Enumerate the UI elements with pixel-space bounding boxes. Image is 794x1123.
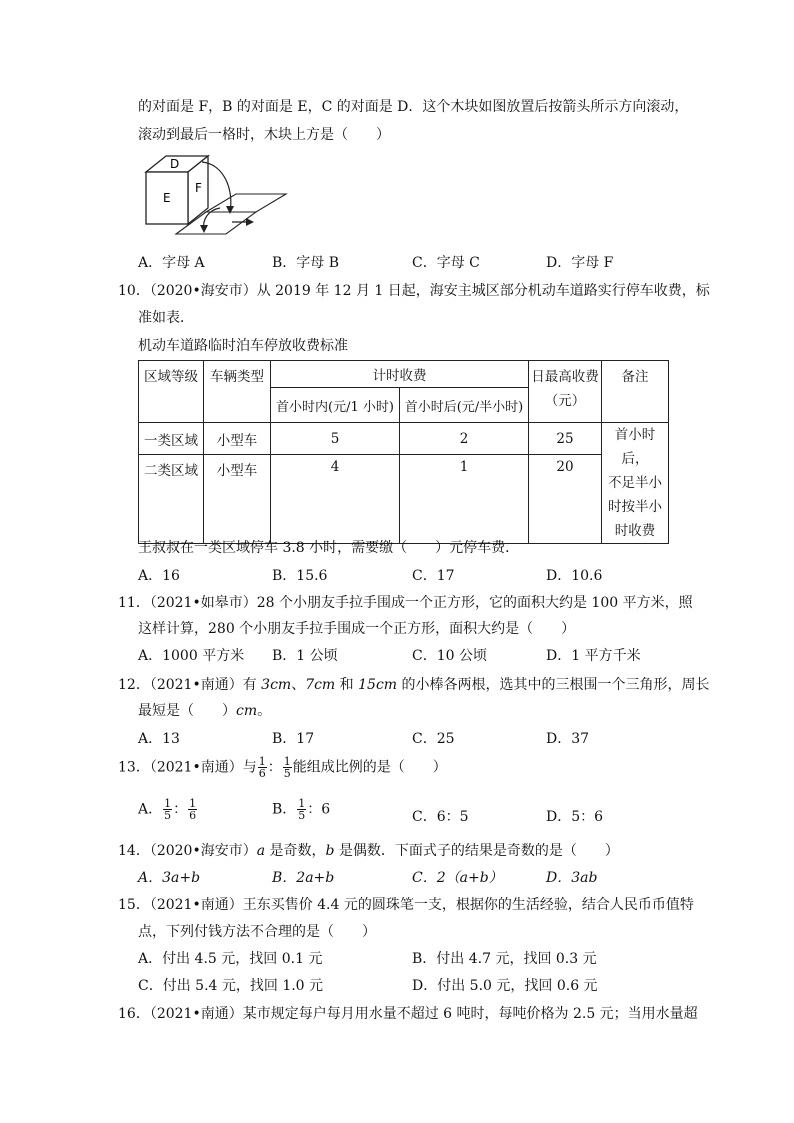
remark-line-2: 不足半小 bbox=[608, 475, 662, 491]
q12-option-a: A．13 bbox=[138, 731, 180, 747]
row1-max: 25 bbox=[529, 423, 602, 455]
q13-colon: ： bbox=[267, 759, 282, 776]
q9-option-c: C．字母 C bbox=[412, 255, 480, 271]
q14-line bbox=[118, 840, 619, 860]
q14-prefix: 14．（2020•海安市） bbox=[118, 843, 257, 859]
row1-zone: 一类区域 bbox=[139, 423, 204, 455]
parking-fee-table bbox=[138, 360, 669, 544]
table-row bbox=[139, 423, 669, 455]
q14-option-d: D．3ab bbox=[546, 870, 598, 886]
q10-table-title: 机动车道路临时泊车停放收费标准 bbox=[138, 338, 348, 354]
header-zone: 区域等级 bbox=[139, 361, 204, 423]
q9-line1: 的对面是 F，B 的对面是 E，C 的对面是 D．这个木块如图放置后按箭头所示方向滚动， bbox=[138, 99, 689, 115]
arrow-head-3 bbox=[246, 218, 254, 226]
q12-option-d: D．37 bbox=[546, 731, 590, 747]
q15-line1: 15．（2021•南通）王东买售价 4.4 元的圆珠笔一支，根据你的生活经验，结合人民币币值特 bbox=[118, 897, 694, 913]
q13-opt-a-num-2: 1 bbox=[189, 797, 197, 810]
row1-vehicle: 小型车 bbox=[204, 423, 271, 455]
q15-option-b: B．付出 4.7 元，找回 0.3 元 bbox=[412, 951, 597, 967]
q15-option-c: C．付出 5.4 元，找回 1.0 元 bbox=[138, 978, 324, 994]
q10-option-d: D．10.6 bbox=[546, 568, 603, 584]
remark-line-1: 首小时后， bbox=[614, 427, 656, 467]
q13-frac-a-num: 1 bbox=[258, 755, 266, 768]
q14-var-a: a bbox=[256, 843, 266, 859]
table-row bbox=[139, 455, 669, 544]
remark-cell bbox=[602, 423, 669, 544]
q13-opt-a-frac-1 bbox=[163, 798, 172, 821]
q12-option-c: C．25 bbox=[412, 731, 455, 747]
q12-length-3: 15cm bbox=[358, 677, 398, 693]
header-vehicle: 车辆类型 bbox=[204, 361, 271, 423]
q12-text-b: 的小棒各两根，选其中的三根围一个三角形，周长 bbox=[397, 677, 710, 693]
q13-fraction-b bbox=[283, 756, 292, 779]
q13-opt-a-label: A． bbox=[138, 801, 163, 818]
q13-frac-a-den: 6 bbox=[258, 767, 266, 780]
row2-first: 4 bbox=[271, 455, 400, 544]
q13-frac-b-num: 1 bbox=[283, 755, 291, 768]
q13-fraction-a bbox=[258, 756, 267, 779]
q9-option-a: A．字母 A bbox=[138, 255, 205, 271]
q10-option-b: B．15.6 bbox=[272, 568, 328, 584]
q12-option-b: B．17 bbox=[272, 731, 315, 747]
q11-option-d: D．1 平方千米 bbox=[546, 648, 641, 664]
header-first-hour: 首小时内(元/1 小时) bbox=[271, 388, 400, 423]
q11-option-a: A．1000 平方米 bbox=[138, 648, 245, 664]
q13-opt-a-num-1: 1 bbox=[164, 797, 172, 810]
q14-option-c: C．2（a+b） bbox=[412, 870, 503, 886]
q14-option-b: B．2a+b bbox=[272, 870, 335, 886]
q12-text-c: 最短是（ ） bbox=[138, 703, 236, 719]
q14-text-2: 是偶数．下面式子的结果是奇数的是（ ） bbox=[334, 843, 619, 859]
q15-option-a: A．付出 4.5 元，找回 0.1 元 bbox=[138, 951, 323, 967]
q14-var-b: b bbox=[325, 843, 335, 859]
row2-vehicle: 小型车 bbox=[204, 455, 271, 544]
header-remark: 备注 bbox=[602, 361, 669, 423]
q13-opt-a-colon: ： bbox=[173, 801, 188, 818]
q14-option-a: A．3a+b bbox=[138, 870, 201, 886]
q11-option-c: C．10 公顷 bbox=[412, 648, 487, 664]
row2-zone: 二类区域 bbox=[139, 455, 204, 544]
q11-option-b: B．1 公顷 bbox=[272, 648, 338, 664]
q12-line1 bbox=[118, 674, 710, 694]
q11-line1: 11．（2021•如皋市）28 个小朋友手拉手围成一个正方形，它的面积大约是 100 平方米，照 bbox=[118, 595, 693, 611]
q13-option-c: C．6：5 bbox=[412, 809, 469, 825]
row1-first: 5 bbox=[271, 423, 400, 455]
q15-line2: 点，下列付钱方法不合理的是（ ） bbox=[138, 924, 376, 940]
rolling-cube-figure bbox=[138, 150, 290, 242]
q13-opt-a-frac-2 bbox=[188, 798, 197, 821]
q14-text-1: 是奇数， bbox=[265, 843, 326, 859]
q13-line bbox=[118, 756, 447, 779]
remark-line-3: 时按半小 bbox=[608, 499, 662, 515]
q13-opt-a-den-1: 5 bbox=[164, 809, 172, 822]
q15-option-d: D．付出 5.0 元，找回 0.6 元 bbox=[412, 978, 598, 994]
remark-line-4: 时收费 bbox=[614, 523, 656, 539]
q13-opt-b-label: B． bbox=[272, 801, 297, 818]
header-daily-max-label: 日最高收费 bbox=[531, 369, 599, 385]
q13-opt-b-den: 5 bbox=[298, 809, 306, 822]
header-daily-max bbox=[529, 361, 602, 423]
header-timed: 计时收费 bbox=[271, 361, 529, 388]
q12-length-1: 3cm bbox=[261, 677, 292, 693]
q13-frac-b-den: 5 bbox=[283, 767, 291, 780]
q13-option-b bbox=[272, 798, 330, 821]
row1-after: 2 bbox=[400, 423, 529, 455]
header-daily-max-unit: （元） bbox=[544, 393, 586, 409]
arrow-head-1 bbox=[226, 206, 234, 214]
header-after-hour: 首小时后(元/半小时) bbox=[400, 388, 529, 423]
q13-suffix: 能组成比例的是（ ） bbox=[292, 759, 447, 776]
q10-line2: 准如表． bbox=[138, 310, 194, 326]
row2-after: 1 bbox=[400, 455, 529, 544]
q13-option-d: D．5：6 bbox=[546, 809, 604, 825]
q12-text-a: 12．（2021•南通）有 bbox=[118, 677, 262, 693]
cube-label-front: E bbox=[163, 191, 171, 205]
q11-line2: 这样计算，280 个小朋友手拉手围成一个正方形，面积大约是（ ） bbox=[138, 621, 576, 637]
q10-option-a: A．16 bbox=[138, 568, 180, 584]
q10-question: 王叔叔在一类区域停车 3.8 小时，需要缴（ ）元停车费． bbox=[138, 540, 520, 556]
q13-prefix: 13．（2021•南通）与 bbox=[118, 759, 257, 776]
q13-opt-b-num: 1 bbox=[298, 797, 306, 810]
q9-line2: 滚动到最后一格时，木块上方是（ ） bbox=[138, 127, 390, 143]
q12-length-2: 7cm bbox=[305, 677, 336, 693]
q12-sep-2: 和 bbox=[335, 677, 359, 693]
q10-line1: 10．（2020•海安市）从 2019 年 12 月 1 日起，海安主城区部分机动车道路实行停车收费，标 bbox=[118, 283, 710, 299]
row2-max: 20 bbox=[529, 455, 602, 544]
q9-option-d: D．字母 F bbox=[546, 255, 614, 271]
q12-line2 bbox=[138, 700, 271, 720]
arrow-head-2 bbox=[200, 225, 208, 233]
q13-opt-b-rest: ：6 bbox=[307, 801, 331, 818]
q13-option-a bbox=[138, 798, 198, 821]
q13-opt-a-den-2: 6 bbox=[189, 809, 197, 822]
q12-text-d: 。 bbox=[257, 703, 272, 719]
cube-label-top: D bbox=[170, 157, 180, 171]
q16-line1: 16．（2021•南通）某市规定每户每月用水量不超过 6 吨时，每吨价格为 2.5 元；当用水量超 bbox=[118, 1006, 698, 1022]
q12-sep-1: 、 bbox=[291, 677, 306, 693]
floor-square-2 bbox=[206, 194, 286, 212]
q12-unit: cm bbox=[236, 703, 258, 719]
q9-option-b: B．字母 B bbox=[272, 255, 340, 271]
q13-opt-b-frac bbox=[297, 798, 306, 821]
cube-label-right: F bbox=[195, 181, 202, 195]
q10-option-c: C．17 bbox=[412, 568, 455, 584]
